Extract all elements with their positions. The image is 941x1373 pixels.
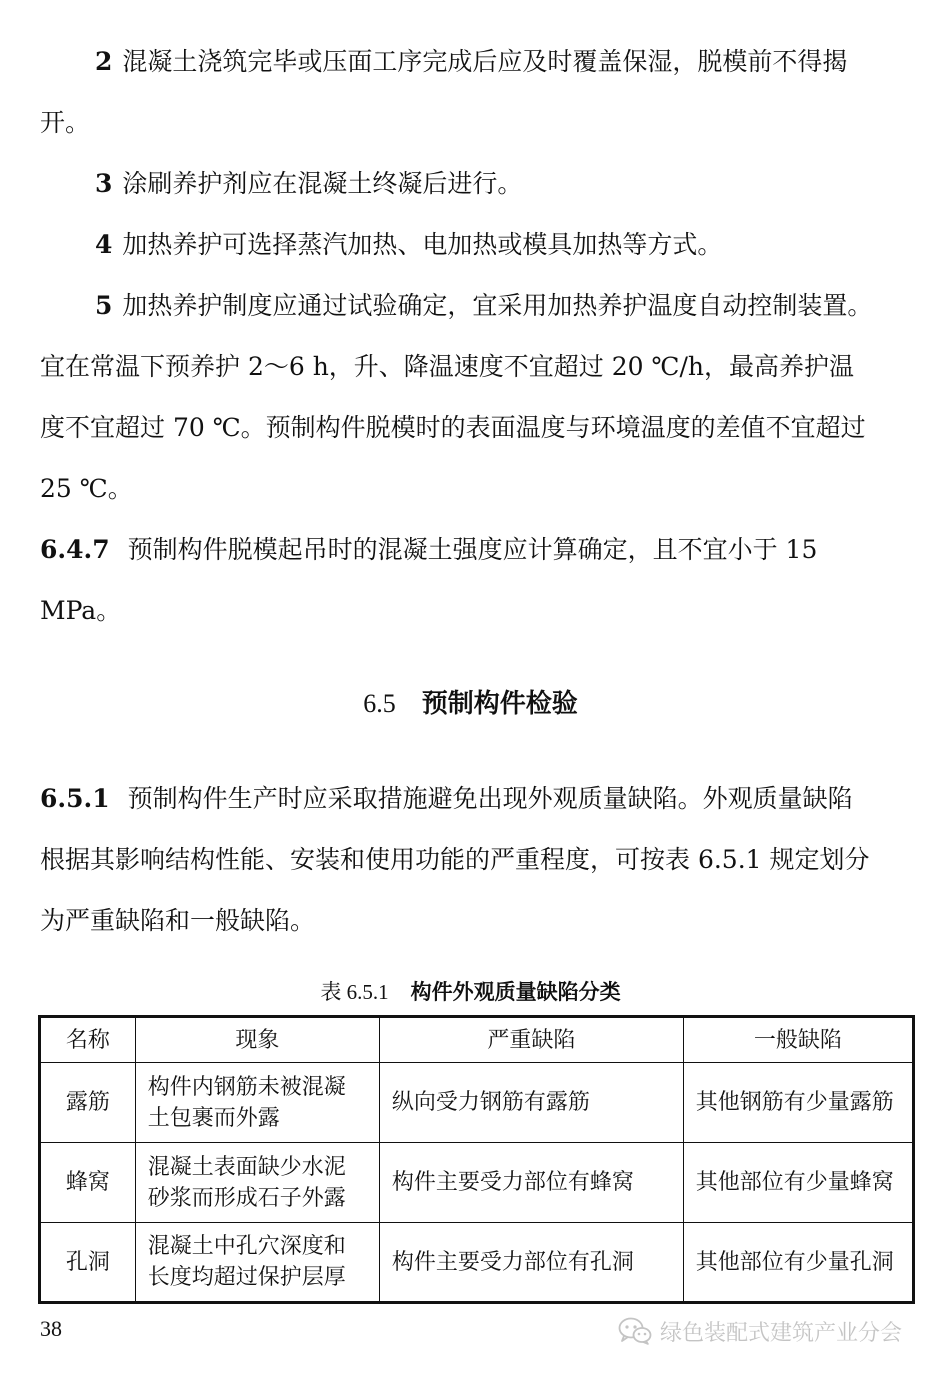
item-text: 加热养护制度应通过试验确定，宜采用加热养护温度自动控制装置。宜在常温下预养护 2～6 h，升、降温速度不宜超过 20 ℃/h，最高养护温度不宜超过 70 ℃。预制构件脱模时的表面温度与环境温度的差值不宜超过 25 ℃。 [40, 291, 873, 503]
table-caption [0, 972, 941, 1012]
paragraph-item-4 [40, 214, 875, 275]
defect-classification-table [38, 1015, 915, 1304]
section-title: 预制构件检验 [421, 689, 578, 719]
watermark-text: 绿色装配式建筑产业分会 [660, 1320, 903, 1346]
item-text: 混凝土浇筑完毕或压面工序完成后应及时覆盖保湿，脱模前不得揭开。 [40, 47, 848, 137]
table-caption-title: 构件外观质量缺陷分类 [410, 980, 621, 1004]
clause-text: 预制构件生产时应采取措施避免出现外观质量缺陷。外观质量缺陷根据其影响结构性能、安装和使用功能的严重程度，可按表 6.5.1 规定划分为严重缺陷和一般缺陷。 [40, 784, 870, 935]
paragraph-item-3 [40, 153, 875, 214]
cell-phenomenon: 构件内钢筋未被混凝土包裹而外露 [135, 1063, 379, 1143]
cell-severe-defect: 构件主要受力部位有孔洞 [379, 1223, 683, 1303]
item-number: 4 [95, 230, 113, 259]
cell-name: 蜂窝 [40, 1143, 136, 1223]
cell-phenomenon: 混凝土表面缺少水泥砂浆而形成石子外露 [135, 1143, 379, 1223]
header-phenomenon: 现象 [135, 1017, 379, 1063]
cell-phenomenon: 混凝土中孔穴深度和长度均超过保护层厚 [135, 1223, 379, 1303]
clause-6-4-7 [40, 519, 875, 641]
page-number: 38 [40, 1316, 62, 1341]
section-number: 6.5 [363, 689, 396, 718]
paragraph-item-2 [40, 31, 875, 153]
cell-general-defect: 其他部位有少量蜂窝 [683, 1143, 913, 1223]
table-header-row [40, 1017, 914, 1063]
watermark [618, 1316, 902, 1346]
clause-number: 6.5.1 [40, 784, 110, 813]
item-number: 3 [95, 169, 113, 198]
paragraph-item-5 [40, 275, 875, 519]
cell-general-defect: 其他钢筋有少量露筋 [683, 1063, 913, 1143]
item-number: 2 [95, 47, 113, 76]
item-text: 涂刷养护剂应在混凝土终凝后进行。 [122, 169, 523, 198]
item-number: 5 [95, 291, 113, 320]
header-general-defect: 一般缺陷 [683, 1017, 913, 1063]
header-name: 名称 [40, 1017, 136, 1063]
wechat-icon [618, 1317, 652, 1345]
section-heading [0, 682, 941, 726]
cell-name: 露筋 [40, 1063, 136, 1143]
item-text: 加热养护可选择蒸汽加热、电加热或模具加热等方式。 [122, 230, 723, 259]
cell-severe-defect: 纵向受力钢筋有露筋 [379, 1063, 683, 1143]
table-row [40, 1063, 914, 1143]
clause-number: 6.4.7 [40, 535, 110, 564]
cell-severe-defect: 构件主要受力部位有蜂窝 [379, 1143, 683, 1223]
clause-text: 预制构件脱模起吊时的混凝土强度应计算确定，且不宜小于 15 MPa。 [40, 535, 818, 625]
header-severe-defect: 严重缺陷 [379, 1017, 683, 1063]
clause-6-5-1 [40, 768, 875, 951]
table-row [40, 1223, 914, 1303]
table-row [40, 1143, 914, 1223]
cell-general-defect: 其他部位有少量孔洞 [683, 1223, 913, 1303]
cell-name: 孔洞 [40, 1223, 136, 1303]
table-caption-number: 表 6.5.1 [320, 980, 389, 1004]
